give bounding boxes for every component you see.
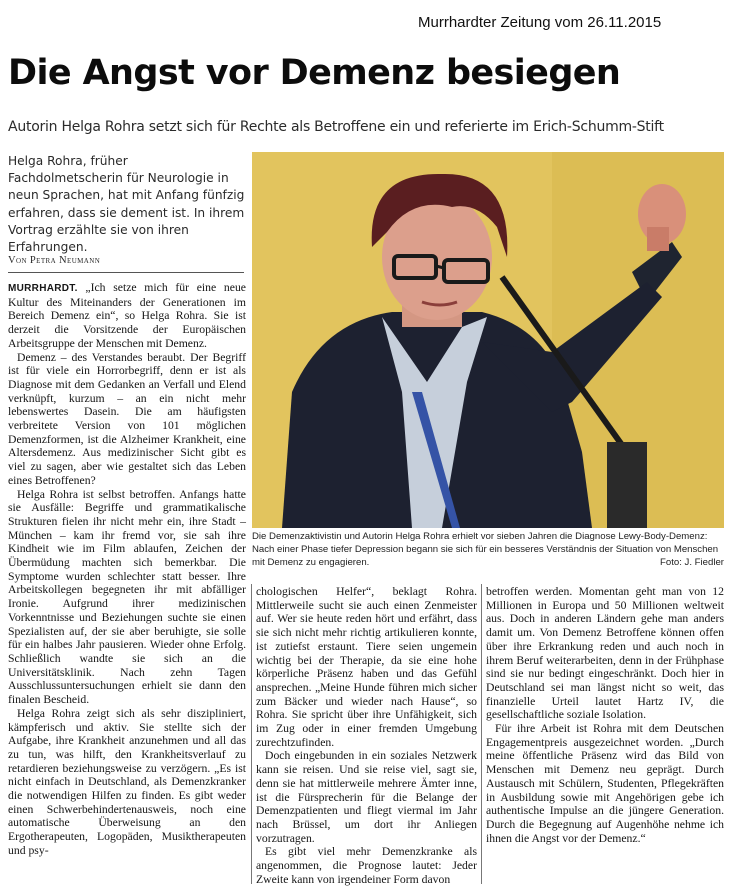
paragraph: Doch eingebunden in ein soziales Netzwerk kann sie reisen. Und sie reise viel, sagt sie, denn sie hat mittlerweile mehrere Ämter inne, ist die Fürsprecherin für die Belange der Demenzpatienten und fliegt viermal im Jahr nach Brüssel, um dort ihr Anliegen vorzutragen. — [256, 749, 477, 845]
paragraph: Helga Rohra zeigt sich als sehr diszipliniert, kämpferisch und aktiv. Sie stellte sich der Aufgabe, ihre Krankheit anzunehmen und all das zu tun, was hilft, den Krankheitsverlauf zu retardieren beziehungsweise zu verzögern. „Es ist nicht einfach in Deutschland, als Demenzkranker die notwendigen Hilfen zu finden. Es gibt weder einen Schwerbehindertenausweis, noch eine automatische Überweisung an den Ergotherapeuten, Logopäden, Musiktherapeuten und psy- — [8, 706, 246, 857]
paragraph: Demenz – des Verstandes beraubt. Der Begriff ist für viele ein Horrorbegriff, denn er ist als Diagnose mit dem Gedanken an Verfall und Elend verknüpft, kurzum – an ein nicht mehr lebenswertes Dasein. Die am häufigsten verbreitete Version von 101 möglichen Demenzformen, ist die Alzheimer Krankheit, eine Altersdemenz. Aus medizinischer Sicht gibt es viel zu sagen, aber wie gestaltet sich das Leben eines Betroffenen? — [8, 350, 246, 487]
byline-rule — [8, 272, 244, 273]
dateline: MURRHARDT. — [8, 283, 78, 294]
paragraph-text: „Ich setze mich für eine neue Kultur des Miteinanders der Generationen im Bereich Demenz ein“, so Helga Rohra. Sie ist derzeit die Vorsitzende der Europäischen Arbeitsgruppe der Menschen mit Demenz. — [8, 281, 246, 350]
subheadline: Autorin Helga Rohra setzt sich für Rechte als Betroffene ein und referierte im Erich-Schumm-Stift — [8, 119, 664, 135]
source-line: Murrhardter Zeitung vom 26.11.2015 — [418, 14, 662, 31]
article-photo — [252, 152, 724, 528]
paragraph: chologischen Helfer“, beklagt Rohra. Mittlerweile sucht sie auch einen Zenmeister auf. Wer sie heute reden hört und erfährt, dass sie sich nicht mehr richtig artikulieren konnte, ist zutiefst erstaunt. Tiere seien ungemein wichtig bei der Therapie, da sie eine hohe körperliche Präsenz haben und das Gefühl ansprechen. „Meine Hunde führen mich sicher zum Bäcker und wieder nach Hause“, so Rohra. Sie spricht über ihre Unfähigkeit, sich im Zug oder in einer fremden Umgebung zurechtzufinden. — [256, 585, 477, 749]
headline: Die Angst vor Demenz besiegen — [8, 53, 621, 93]
caption-text: Die Demenzaktivistin und Autorin Helga Rohra erhielt vor sieben Jahren die Diagnose Lewy-Body-Demenz: Nach einer Phase tiefer Depression begann sie sich für ein besseres Verständnis der Situation von Menschen mit Demenz zu engagieren. — [252, 531, 719, 568]
lead-paragraph: Helga Rohra, früher Fachdolmetscherin für Neurologie in neun Sprachen, hat mit Anfang fünfzig erfahren, dass sie dement ist. In ihrem Vortrag erzählte sie von ihren Erfahrungen. — [8, 154, 245, 255]
byline: Von Petra Neumann — [8, 255, 101, 266]
paragraph: Für ihre Arbeit ist Rohra mit dem Deutschen Engagementpreis ausgezeichnet worden. „Durch meine öffentliche Präsenz wird das Bild von Menschen mit Demenz neu geprägt. Durch Austausch mit Schülern, Studenten, Pflegekräften in Ausbildung sowie mit Angehörigen gebe ich authentische Impulse an die jüngere Generation. Durch die Begegnung auf Augenhöhe nehme ich ihnen die Angst vor der Demenz.“ — [486, 722, 724, 845]
column-divider — [481, 584, 482, 884]
photo-credit: Foto: J. Fiedler — [660, 557, 724, 568]
paragraph: Helga Rohra ist selbst betroffen. Anfangs hatte sie Ausfälle: Begriffe und grammatikalische Strukturen fielen ihr nicht mehr ein, ihre Stadt – München – kam ihr fremd vor, sie sah ihre Kindheit wie im Film ablaufen, Zeichen der Übermüdung machten sich bemerkbar. Die Symptome wurden schlechter statt besser. Ihre Arbeitskollegen begegneten ihr mit abfälliger Ironie. Aufgrund ihrer medizinischen Vorkenntnisse und Beziehungen suchte sie einen Spezialisten auf, der sie aber beruhigte, sie solle für ein halbes Jahr pausieren. Wieder ohne Erfolg. Schließlich wandte sie sich an die Universitätsklinik. Nach zehn Tagen Ausschlussuntersuchungen erhielt sie dann den finalen Bescheid. — [8, 487, 246, 707]
article-column-2 — [256, 585, 477, 886]
paragraph: betroffen werden. Momentan geht man von 12 Millionen in Europa und 50 Millionen weltweit aus. Doch in anderen Ländern gehe man anders damit um. Von Demenz Betroffene können offen über ihre Erkrankung reden und auch noch in ihrem Beruf weiterarbeiten, denn in der Frühphase sind sie nur bedingt eingeschränkt. Doch hier in Deutschland sei man längst nicht so weit, das finanzielle Urteil lautet Hartz IV, die gesellschaftliche soziale Isolation. — [486, 585, 724, 722]
article-column-1 — [8, 281, 246, 858]
article-column-3 — [486, 585, 724, 845]
photo-caption — [252, 530, 724, 569]
paragraph: Es gibt viel mehr Demenzkranke als angenommen, die Prognose lautet: Jeder Zweite kann von irgendeiner Form davon — [256, 845, 477, 886]
paragraph — [8, 281, 246, 351]
speaker-photo-illustration — [252, 152, 724, 528]
column-divider — [251, 584, 252, 884]
